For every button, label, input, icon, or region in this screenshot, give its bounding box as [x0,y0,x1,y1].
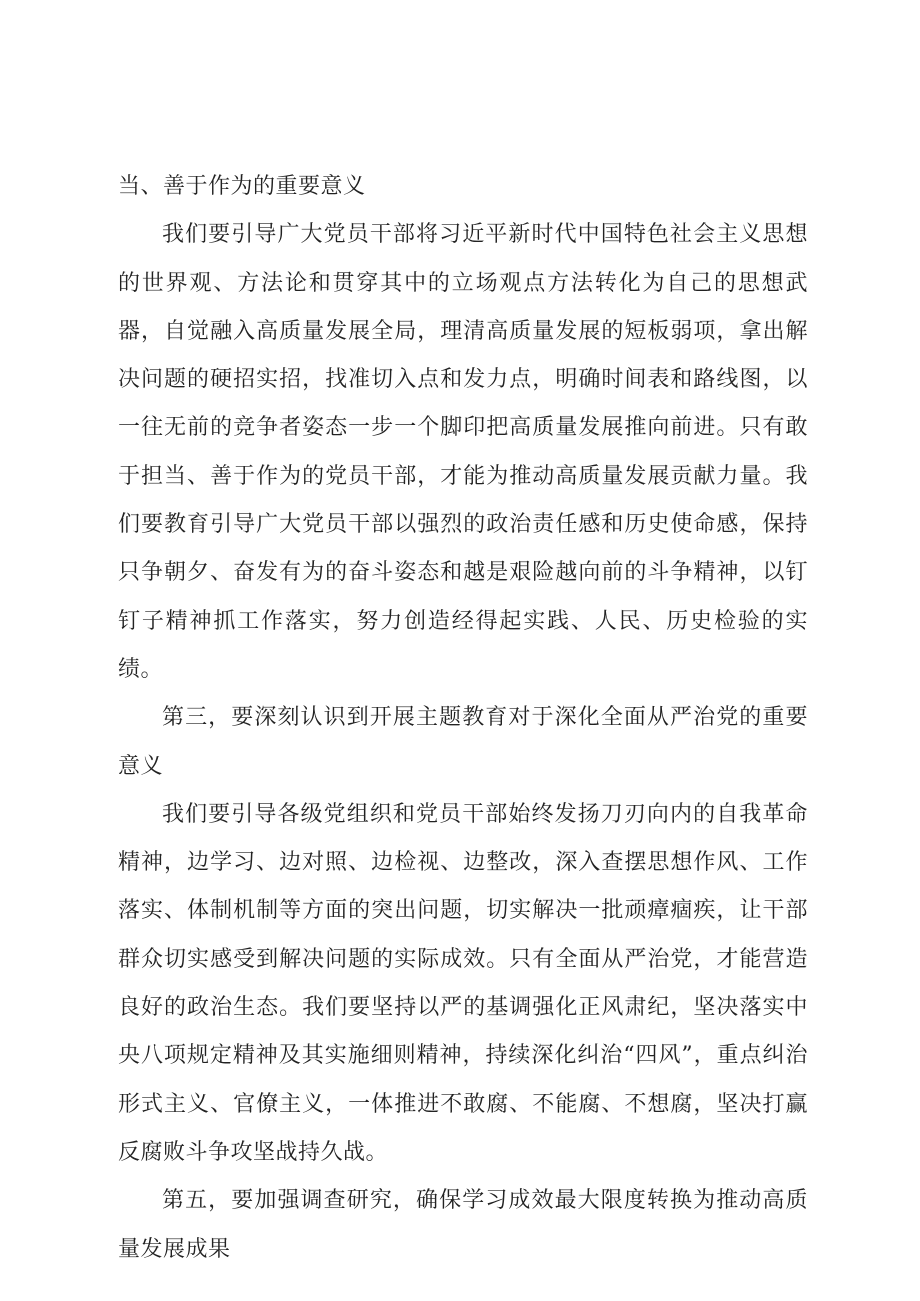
body-paragraph: 我们要引导广大党员干部将习近平新时代中国特色社会主义思想的世界观、方法论和贯穿其中的立场观点方法转化为自己的思想武器，自觉融入高质量发展全局，理清高质量发展的短板弱项，拿出解决问题的硬招实招，找准切入点和发力点，明确时间表和路线图，以一往无前的竞争者姿态一步一个脚印把高质量发展推向前进。只有敢于担当、善于作为的党员干部，才能为推动高质量发展贡献力量。我们要教育引导广大党员干部以强烈的政治责任感和历史使命感，保持只争朝夕、奋发有为的奋斗姿态和越是艰险越向前的斗争精神，以钉钉子精神抓工作落实，努力创造经得起实践、人民、历史检验的实绩。 [118,222,808,682]
section-heading: 第五，要加强调查研究，确保学习成效最大限度转换为推动高质量发展成果 [118,1188,808,1262]
document-body [118,163,808,1274]
section-heading-fragment: 当、善于作为的重要意义 [118,174,366,199]
section-heading: 第三，要深刻认识到开展主题教育对于深化全面从严治党的重要意义 [118,705,808,779]
body-paragraph: 我们要引导各级党组织和党员干部始终发扬刀刃向内的自我革命精神，边学习、边对照、边检视、边整改，深入查摆思想作风、工作落实、体制机制等方面的突出问题，切实解决一批顽瘴痼疾，让干部群众切实感受到解决问题的实际成效。只有全面从严治党，才能营造良好的政治生态。我们要坚持以严的基调强化正风肃纪，坚决落实中央八项规定精神及其实施细则精神，持续深化纠治“四风”，重点纠治形式主义、官僚主义，一体推进不敢腐、不能腐、不想腐，坚决打赢反腐败斗争攻坚战持久战。 [118,801,808,1165]
